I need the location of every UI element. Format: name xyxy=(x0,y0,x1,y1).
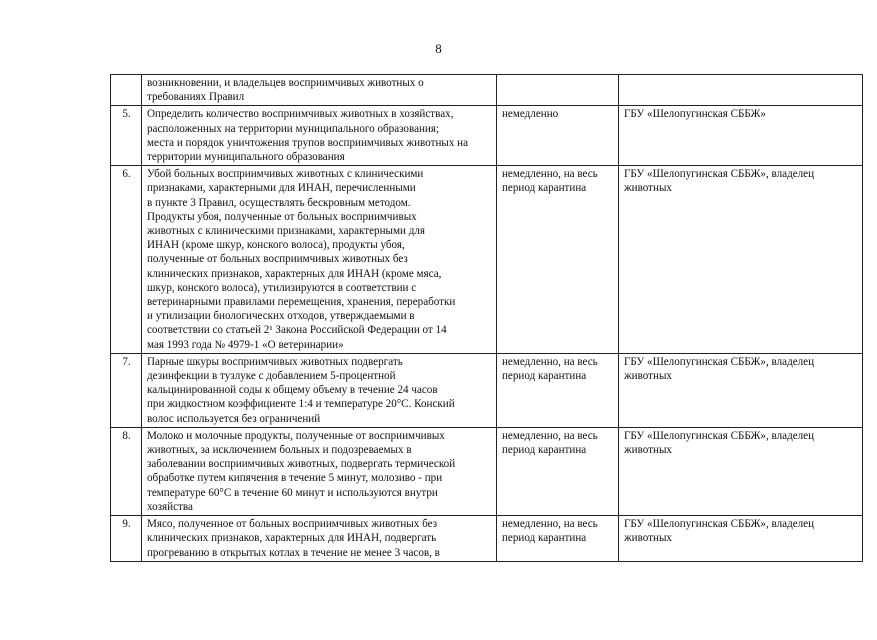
responsible-text xyxy=(619,427,863,515)
measure-text-line: обработке путем кипячения в течение 5 минут, молозиво - при xyxy=(147,472,443,485)
responsible-text-line: ГБУ «Шелопугинская СББЖ», владелец xyxy=(624,429,815,442)
measure-text-line: и утилизации биологических отходов, утверждаемыми в xyxy=(147,310,415,323)
row-number: 8. xyxy=(111,427,142,515)
row-number xyxy=(111,75,142,106)
measure-text-line: дезинфекции в тузлуке с добавлением 5-процентной xyxy=(147,370,396,383)
measure-text-line: животных с клиническими признаками, характерными для xyxy=(147,225,425,238)
deadline-text-line: период карантина xyxy=(502,444,587,457)
measure-text-line: кальцинированной соды к общему объему в течение 24 часов xyxy=(147,384,438,397)
row-number: 9. xyxy=(111,516,142,562)
deadline-text-line: период карантина xyxy=(502,182,587,195)
responsible-text xyxy=(619,166,863,354)
deadline-text-line: немедленно, на весь xyxy=(502,168,598,181)
measure-text xyxy=(142,353,497,427)
measure-text-line: Убой больных восприимчивых животных с клиническими xyxy=(147,168,424,181)
measure-text-line: Определить количество восприимчивых животных в хозяйствах, xyxy=(147,108,454,121)
measure-text-line: Мясо, полученное от больных восприимчивых животных без xyxy=(147,518,438,531)
deadline-text-line: немедленно xyxy=(502,108,559,121)
deadline-text-line: немедленно, на весь xyxy=(502,355,598,368)
deadline-text-line: немедленно, на весь xyxy=(502,429,598,442)
measure-text-line: заболевании восприимчивых животных, подвергать термической xyxy=(147,458,456,471)
measure-text-line: признаками, характерными для ИНАН, перечисленными xyxy=(147,182,416,195)
table-row xyxy=(111,353,863,427)
measure-text-line: шкур, конского волоса), утилизируются в соответствии с xyxy=(147,281,417,294)
measure-text xyxy=(142,427,497,515)
measure-text-line: животных, за исключением больных и подозреваемых в xyxy=(147,444,412,457)
deadline-text xyxy=(497,516,619,562)
measure-text-line: Молоко и молочные продукты, полученные от восприимчивых xyxy=(147,429,445,442)
measure-text-line: ветеринарными правилами перемещения, хранения, переработки xyxy=(147,296,456,309)
deadline-text-line: немедленно, на весь xyxy=(502,518,598,531)
table-row xyxy=(111,516,863,562)
deadline-text xyxy=(497,166,619,354)
page-number: 8 xyxy=(435,41,442,56)
responsible-text-line: ГБУ «Шелопугинская СББЖ» xyxy=(624,108,766,121)
responsible-text-line: животных xyxy=(624,370,672,383)
measure-text-line: при жидкостном коэффициенте 1:4 и температуре 20°С. Конский xyxy=(147,398,455,411)
measure-text xyxy=(142,166,497,354)
measure-text-line: мая 1993 года № 4979-1 «О ветеринарии» xyxy=(147,338,344,351)
measure-text-line: волос используется без ограничений xyxy=(147,412,321,425)
row-number: 7. xyxy=(111,353,142,427)
measure-text-line: требованиях Правил xyxy=(147,91,245,104)
measure-text xyxy=(142,516,497,562)
deadline-text-line: период карантина xyxy=(502,370,587,383)
measure-text xyxy=(142,75,497,106)
measure-text-line: ИНАН (кроме шкур, конского волоса), продукты убоя, xyxy=(147,239,405,252)
measure-text-line: места и порядок уничтожения трупов восприимчивых животных на xyxy=(147,136,469,149)
measure-text-line: в пункте 3 Правил, осуществлять бескровным методом. xyxy=(147,196,411,209)
deadline-text xyxy=(497,427,619,515)
measure-text-line: Продукты убоя, полученные от больных восприимчивых xyxy=(147,210,417,223)
measure-text-line: клинических признаков, характерных для ИНАН (кроме мяса, xyxy=(147,267,442,280)
measures-table xyxy=(110,74,863,562)
measures-table-body xyxy=(111,75,863,562)
deadline-text xyxy=(497,75,619,106)
responsible-text-line: животных xyxy=(624,532,672,545)
responsible-text-line: животных xyxy=(624,182,672,195)
responsible-text xyxy=(619,106,863,166)
deadline-text xyxy=(497,353,619,427)
measure-text-line: расположенных на территории муниципального образования; xyxy=(147,122,440,135)
measure-text-line: возникновении, и владельцев восприимчивых животных о xyxy=(147,77,424,89)
responsible-text-line: ГБУ «Шелопугинская СББЖ», владелец xyxy=(624,168,815,181)
measure-text-line: температуре 60°С в течение 60 минут и используются внутри xyxy=(147,486,438,499)
responsible-text xyxy=(619,75,863,106)
deadline-text xyxy=(497,106,619,166)
responsible-text-line: ГБУ «Шелопугинская СББЖ», владелец xyxy=(624,355,815,368)
responsible-text xyxy=(619,516,863,562)
measure-text-line: полученные от больных восприимчивых животных без xyxy=(147,253,408,266)
measure-text-line: соответствии со статьей 2¹ Закона Российской Федерации от 14 xyxy=(147,324,447,337)
table-row xyxy=(111,106,863,166)
table-row xyxy=(111,166,863,354)
measure-text-line: хозяйства xyxy=(147,500,193,513)
responsible-text-line: ГБУ «Шелопугинская СББЖ», владелец xyxy=(624,518,815,531)
table-row xyxy=(111,75,863,106)
measure-text-line: прогреванию в открытых котлах в течение не менее 3 часов, в xyxy=(147,546,440,559)
row-number: 5. xyxy=(111,106,142,166)
measure-text xyxy=(142,106,497,166)
measure-text-line: клинических признаков, характерных для ИНАН, подвергать xyxy=(147,532,437,545)
table-row xyxy=(111,427,863,515)
row-number: 6. xyxy=(111,166,142,354)
responsible-text xyxy=(619,353,863,427)
measure-text-line: территории муниципального образования xyxy=(147,151,345,164)
measure-text-line: Парные шкуры восприимчивых животных подвергать xyxy=(147,355,403,368)
responsible-text-line: животных xyxy=(624,444,672,457)
deadline-text-line: период карантина xyxy=(502,532,587,545)
